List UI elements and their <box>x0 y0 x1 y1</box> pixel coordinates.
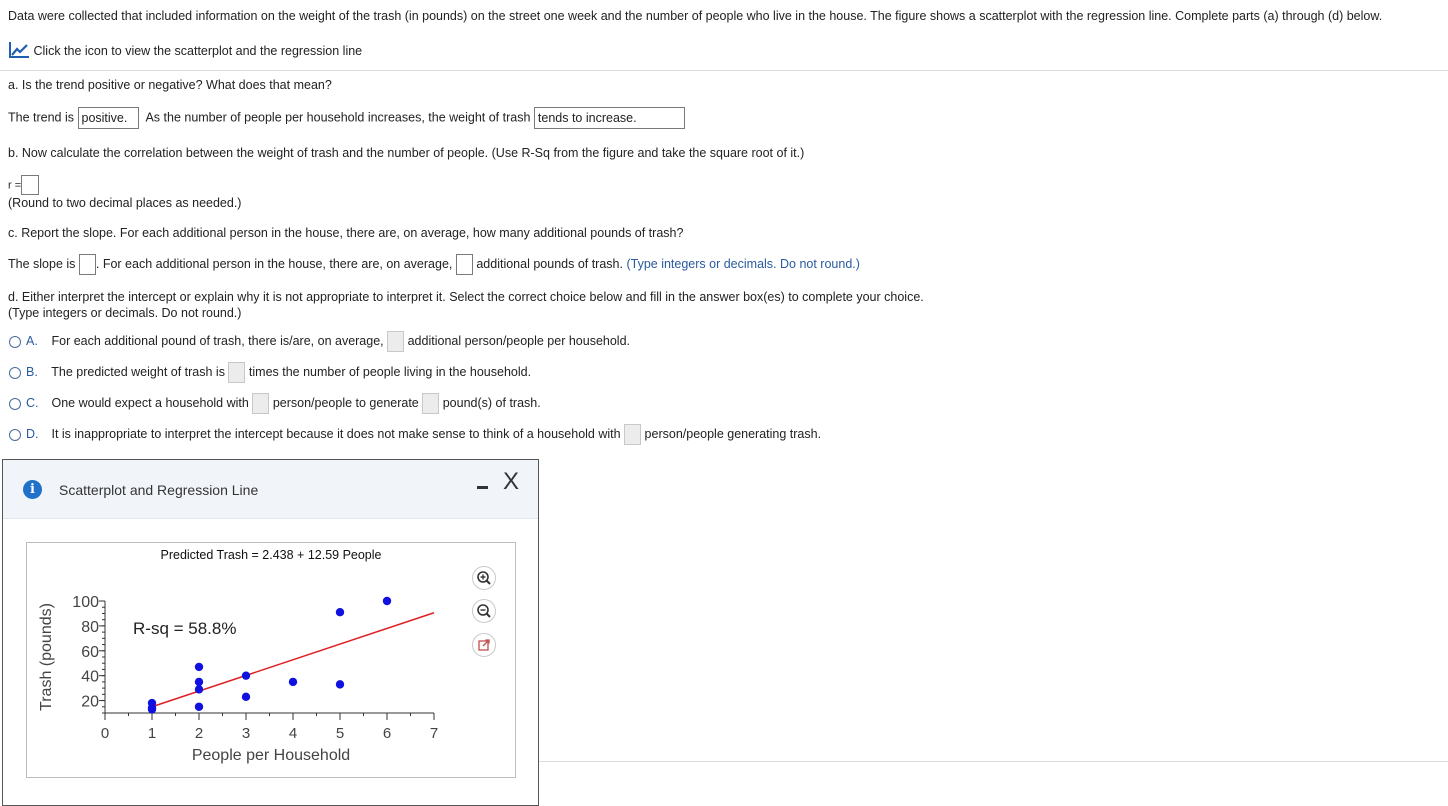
part-b-note: (Round to two decimal places as needed.) <box>8 196 242 210</box>
part-c-note: (Type integers or decimals. Do not round.) <box>626 256 860 271</box>
choice-a-input[interactable] <box>387 331 404 352</box>
data-point <box>242 671 250 679</box>
x-tick-label: 3 <box>241 725 251 742</box>
part-c-question: c. Report the slope. For each additional person in the house, there are, on average, how many additional pounds of trash? <box>8 226 684 240</box>
r-squared-annotation: R-sq = 58.8% <box>133 619 237 638</box>
part-c-pre: The slope is <box>8 256 76 271</box>
y-axis-label: Trash (pounds) <box>38 603 55 711</box>
data-point <box>148 705 156 713</box>
divider <box>0 70 1448 71</box>
choice-a-radio[interactable] <box>9 336 21 348</box>
choice-c-radio[interactable] <box>9 398 21 410</box>
choice-d-letter: D. <box>26 426 39 441</box>
bottom-divider <box>538 761 1448 762</box>
zoom-in-button[interactable] <box>472 566 496 590</box>
part-a-answer-row <box>8 107 685 129</box>
choice-b-pre: The predicted weight of trash is <box>51 364 225 379</box>
data-point <box>195 685 203 693</box>
data-point <box>195 703 203 711</box>
chart-icon[interactable] <box>8 41 30 62</box>
scatterplot-link[interactable] <box>8 41 362 62</box>
choice-c-pre: One would expect a household with <box>51 395 249 410</box>
popout-button[interactable] <box>472 633 496 657</box>
scatterplot-link-text[interactable]: Click the icon to view the scatterplot and the regression line <box>33 43 363 58</box>
choice-b-radio[interactable] <box>9 367 21 379</box>
part-d-question: d. Either interpret the intercept or explain why it is not appropriate to interpret it. Select the correct choice below and fill in the answer box(es) to complete your choice. <box>8 290 924 304</box>
y-tick-label: 40 <box>81 668 99 686</box>
choice-d[interactable] <box>9 424 821 445</box>
choice-c-post: pound(s) of trash. <box>442 395 541 410</box>
part-a-mid: As the number of people per household increases, the weight of trash <box>145 110 531 125</box>
x-tick-label: 1 <box>147 725 157 742</box>
choice-b-letter: B. <box>26 364 38 379</box>
data-point <box>242 693 250 701</box>
choice-a[interactable] <box>9 331 630 352</box>
data-point <box>336 680 344 688</box>
choice-c[interactable] <box>9 393 541 414</box>
part-d-note: (Type integers or decimals. Do not round.) <box>8 306 242 320</box>
x-tick-label: 4 <box>288 725 298 742</box>
choice-c-mid: person/people to generate <box>272 395 419 410</box>
data-point <box>195 678 203 686</box>
data-point <box>289 678 297 686</box>
zoom-in-icon <box>473 567 495 589</box>
data-point <box>336 608 344 616</box>
zoom-out-button[interactable] <box>472 599 496 623</box>
choice-c-input-2[interactable] <box>422 393 439 414</box>
y-tick-label: 60 <box>81 643 99 661</box>
choice-b[interactable] <box>9 362 531 383</box>
choice-c-letter: C. <box>26 395 39 410</box>
part-c-post: additional pounds of trash. <box>476 256 623 271</box>
y-tick-label: 20 <box>81 693 99 711</box>
zoom-out-icon <box>473 600 495 622</box>
slope-input[interactable] <box>79 254 96 275</box>
trend-dropdown[interactable]: positive. <box>78 107 139 129</box>
part-b-answer-row <box>8 175 39 195</box>
choice-a-pre: For each additional pound of trash, there is/are, on average, <box>51 333 384 348</box>
choice-d-radio[interactable] <box>9 429 21 441</box>
popup-header <box>3 460 538 519</box>
info-icon: i <box>23 480 42 499</box>
scatterplot-popup <box>2 459 539 806</box>
scatterplot-chart <box>27 543 515 777</box>
r-input[interactable] <box>21 175 39 195</box>
trend-meaning-dropdown[interactable]: tends to increase. <box>534 107 685 129</box>
y-tick-label: 100 <box>72 594 99 611</box>
x-tick-label: 0 <box>100 725 110 742</box>
data-point <box>383 597 391 605</box>
popup-title: Scatterplot and Regression Line <box>59 482 259 498</box>
choice-d-input[interactable] <box>624 424 641 445</box>
part-a-pre: The trend is <box>8 110 75 125</box>
choice-a-letter: A. <box>26 333 38 348</box>
close-button[interactable]: X <box>503 468 520 495</box>
x-tick-label: 6 <box>382 725 392 742</box>
popout-icon <box>473 634 495 656</box>
intro-text: Data were collected that included information on the weight of the trash (in pounds) on the street one week and the number of people who live in the house. The figure shows a scatterplot with the regression line. Complete parts (a) through (d) below. <box>8 9 1383 23</box>
choice-c-input-1[interactable] <box>252 393 269 414</box>
choice-b-post: times the number of people living in the household. <box>248 364 532 379</box>
x-tick-label: 2 <box>194 725 204 742</box>
minimize-button[interactable] <box>477 486 488 489</box>
choice-d-post: person/people generating trash. <box>644 426 822 441</box>
data-point <box>195 663 203 671</box>
x-tick-label: 5 <box>335 725 345 742</box>
additional-pounds-input[interactable] <box>456 254 473 275</box>
y-tick-label: 80 <box>81 618 99 636</box>
choice-b-input[interactable] <box>228 362 245 383</box>
part-b-question: b. Now calculate the correlation between the weight of trash and the number of people. (Use R-Sq from the figure and take the square root of it.) <box>8 146 805 160</box>
chart-title: Predicted Trash = 2.438 + 12.59 People <box>160 548 382 562</box>
part-c-answer-row <box>8 254 860 275</box>
choice-d-pre: It is inappropriate to interpret the intercept because it does not make sense to think of a household with <box>51 426 621 441</box>
chart-frame <box>26 542 516 778</box>
choice-a-post: additional person/people per household. <box>407 333 631 348</box>
part-c-mid: . For each additional person in the house, there are, on average, <box>95 256 453 271</box>
x-tick-label: 7 <box>429 725 439 742</box>
part-a-question: a. Is the trend positive or negative? What does that mean? <box>8 78 332 92</box>
r-label: r = <box>8 179 22 192</box>
x-axis-label: People per Household <box>191 747 351 764</box>
